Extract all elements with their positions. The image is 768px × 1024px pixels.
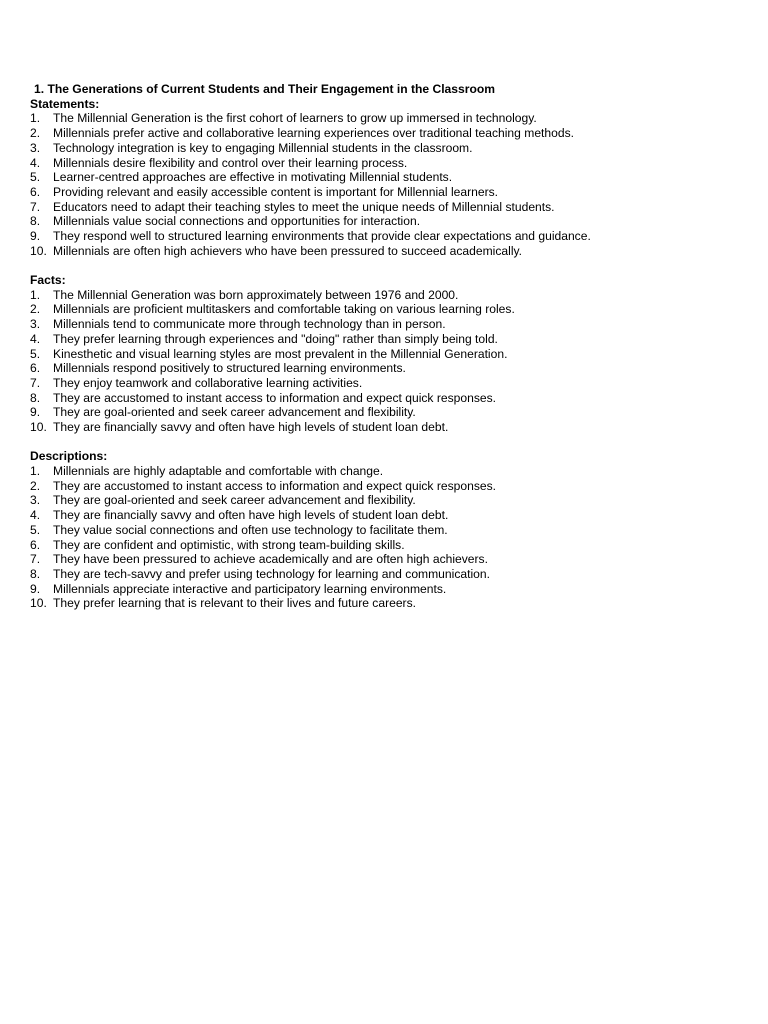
list-item [30,361,750,376]
item-text: They are confident and optimistic, with strong team-building skills. [53,537,405,552]
item-number: 7. [30,375,41,390]
item-number: 8. [30,390,41,405]
item-text: Millennials value social connections and opportunities for interaction. [53,214,421,229]
list-item [30,391,750,406]
descriptions-list [30,464,750,611]
list-item [30,111,750,126]
list-item [30,538,750,553]
list-item [30,405,750,420]
list-item [30,156,750,171]
item-text: They are goal-oriented and seek career advancement and flexibility. [53,405,416,420]
list-item [30,229,750,244]
item-number: 5. [30,346,41,361]
list-item [30,479,750,494]
item-text: They are financially savvy and often have high levels of student loan debt. [53,508,449,523]
facts-section [30,273,750,435]
item-text: The Millennial Generation is the first cohort of learners to grow up immersed in technology. [53,111,537,126]
item-text: They value social connections and often use technology to facilitate them. [53,522,448,537]
item-number: 1. [30,287,41,302]
item-text: They are financially savvy and often have high levels of student loan debt. [53,420,449,435]
item-text: Millennials are highly adaptable and comfortable with change. [53,464,384,479]
item-number: 6. [30,184,41,199]
item-number: 1. [30,464,41,479]
item-text: Providing relevant and easily accessible content is important for Millennial learners. [53,184,499,199]
item-text: Millennials respond positively to structured learning environments. [53,361,406,376]
item-text: Millennials tend to communicate more through technology than in person. [53,317,446,332]
list-item [30,376,750,391]
list-item [30,288,750,303]
facts-heading: Facts: [30,273,66,288]
item-number: 5. [30,522,41,537]
item-text: Technology integration is key to engaging Millennial students in the classroom. [53,140,473,155]
item-text: Millennials appreciate interactive and participatory learning environments. [53,581,447,596]
list-item [30,420,750,435]
list-item [30,347,750,362]
list-item [30,214,750,229]
item-number: 6. [30,537,41,552]
item-text: Millennials desire flexibility and control over their learning process. [53,155,408,170]
item-number: 2. [30,126,41,141]
item-text: They prefer learning that is relevant to their lives and future careers. [53,596,416,611]
item-number: 4. [30,331,41,346]
item-number: 2. [30,302,41,317]
item-number: 3. [30,493,41,508]
item-text: They have been pressured to achieve academically and are often high achievers. [53,552,488,567]
item-number: 10. [30,596,47,611]
item-text: Kinesthetic and visual learning styles are most prevalent in the Millennial Generation. [53,346,508,361]
descriptions-heading: Descriptions: [30,449,108,464]
list-item [30,552,750,567]
document-page [30,82,750,611]
item-number: 1. [30,111,41,126]
item-text: Millennials are often high achievers who have been pressured to succeed academically. [53,243,523,258]
item-number: 10. [30,243,47,258]
item-text: They are accustomed to instant access to information and expect quick responses. [53,390,496,405]
statements-heading: Statements: [30,96,100,111]
list-item [30,582,750,597]
item-text: They are tech-savvy and prefer using technology for learning and communication. [53,566,490,581]
list-item [30,523,750,538]
item-text: They are goal-oriented and seek career advancement and flexibility. [53,493,416,508]
item-number: 9. [30,405,41,420]
list-item [30,596,750,611]
list-item [30,317,750,332]
item-number: 6. [30,361,41,376]
facts-list [30,288,750,435]
item-text: The Millennial Generation was born approximately between 1976 and 2000. [53,287,459,302]
item-number: 10. [30,420,47,435]
item-text: Learner-centred approaches are effective in motivating Millennial students. [53,170,453,185]
item-text: They enjoy teamwork and collaborative learning activities. [53,375,363,390]
item-number: 2. [30,478,41,493]
item-number: 7. [30,552,41,567]
item-number: 3. [30,140,41,155]
item-text: Educators need to adapt their teaching styles to meet the unique needs of Millennial students. [53,199,555,214]
list-item [30,244,750,259]
list-item [30,185,750,200]
item-number: 5. [30,170,41,185]
item-number: 7. [30,199,41,214]
item-number: 9. [30,229,41,244]
item-text: They are accustomed to instant access to information and expect quick responses. [53,478,496,493]
list-item [30,141,750,156]
list-item [30,126,750,141]
document-title: 1. The Generations of Current Students and Their Engagement in the Classroom [34,82,495,96]
list-item [30,508,750,523]
item-text: They respond well to structured learning environments that provide clear expectations and guidance. [53,229,591,244]
descriptions-section [30,449,750,611]
list-item [30,302,750,317]
item-number: 4. [30,155,41,170]
list-item [30,493,750,508]
item-number: 4. [30,508,41,523]
item-text: They prefer learning through experiences and "doing" rather than simply being told. [53,331,498,346]
statements-section [30,97,750,259]
item-number: 8. [30,214,41,229]
list-item [30,170,750,185]
list-item [30,464,750,479]
item-number: 8. [30,566,41,581]
item-number: 3. [30,317,41,332]
list-item [30,200,750,215]
item-number: 9. [30,581,41,596]
item-text: Millennials prefer active and collaborative learning experiences over traditional teaching methods. [53,126,574,141]
item-text: Millennials are proficient multitaskers and comfortable taking on various learning roles. [53,302,515,317]
list-item [30,332,750,347]
list-item [30,567,750,582]
statements-list [30,111,750,258]
